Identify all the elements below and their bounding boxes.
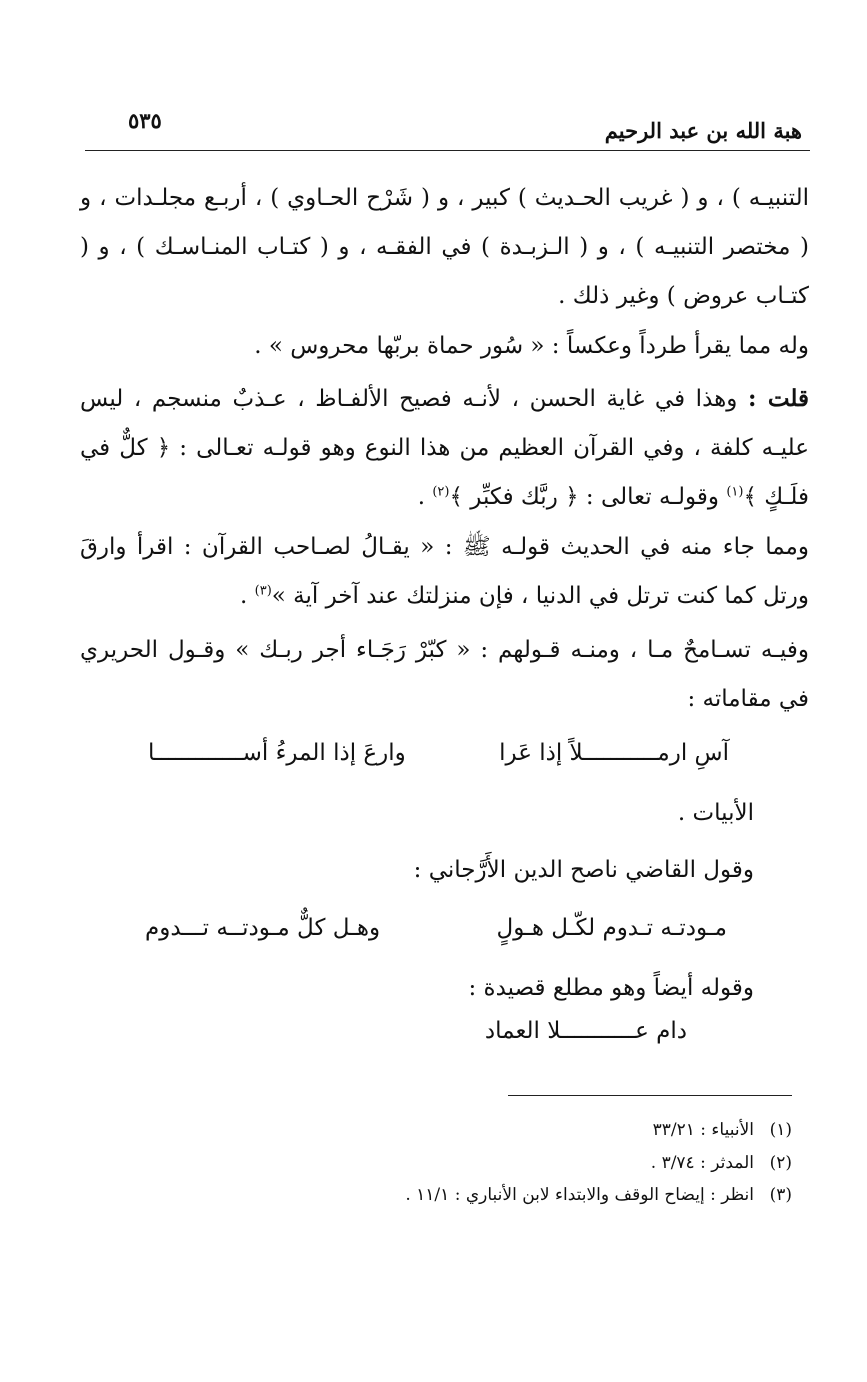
footnote-1-text: الأنبياء : ٣٣/٢١	[652, 1120, 754, 1140]
verse-2-first-hemistich: مـودتـه تـدوم لكّـل هـولٍ	[496, 915, 727, 941]
footnote-3-number: (٣)	[769, 1185, 792, 1205]
comment-end: .	[417, 484, 433, 510]
verse-3: دام عـــــــــــلا العماد	[484, 1018, 687, 1044]
footnote-3-text: انظر : إيضاح الوقف والابتداء لابن الأنباري : ١١/١ .	[405, 1185, 754, 1205]
footnote-2-text: المدثر : ٣/٧٤ .	[650, 1153, 754, 1173]
verse-1-first-hemistich: آسِ ارمـــــــــــلاً إذا عَرا	[499, 740, 729, 766]
verses-note: الأبيات .	[677, 800, 754, 826]
footnote-ref-1: (١)	[726, 484, 744, 500]
hadith-text: ومما جاء منه في الحديث قولـه ﷺ : « يقـالُ لصـاحب القرآن : اقرأ وارقَ ورتل كما كنت ترتل في الدنيا ، فإن منزلتك عند آخر آية »	[80, 534, 809, 609]
paragraph-hadith	[80, 523, 809, 621]
page-header	[85, 104, 810, 151]
qasida-intro: وقوله أيضاً وهو مطلع قصيدة :	[468, 975, 754, 1001]
comment-lead: قلت :	[748, 385, 810, 412]
page-number: ٥٣٥	[128, 108, 162, 133]
footnote-1-number: (١)	[769, 1120, 792, 1140]
paragraph-works: التنبيـه ) ، و ( غريب الحـديث ) كبير ، و ( شَرْح الحـاوي ) ، أربـع مجلـدات ، و ( مختصر التنبيـه ) ، و ( الـزبـدة ) في الفقـه ، و ( كتـاب المنـاسـك ) ، و ( كتـاب عروض ) وغير ذلك .	[80, 185, 809, 309]
footnote-divider	[508, 1095, 792, 1096]
footnote-2-number: (٢)	[769, 1153, 792, 1173]
footnote-3	[405, 1185, 792, 1205]
footnote-ref-2: (٢)	[432, 484, 450, 500]
verse-1-second-hemistich: وارعَ إذا المرءُ أســـــــــــــا	[148, 740, 406, 766]
hadith-end: .	[240, 583, 255, 609]
comment-text-2: وقولـه تعالى : ﴿ ربَّك فكبِّر ﴾	[449, 484, 727, 510]
arrajani-intro: وقول القاضي ناصح الدين الأَرَّجاني :	[413, 857, 754, 883]
footnote-1	[653, 1120, 792, 1140]
verse-2-second-hemistich: وهـل كلٌّ مـودتــه تـــدوم	[145, 915, 381, 941]
footnote-2	[651, 1153, 792, 1173]
paragraph-comment	[80, 374, 809, 522]
paragraph-palindrome: وله مما يقرأ طرداً وعكساً : « سُور حماة بربّها محروس » .	[254, 333, 809, 359]
comment-text: وهذا في غاية الحسن ، لأنـه فصيح الألفـاظ ، عـذبٌ منسجم ، ليس عليـه كلفة ، وفي القرآن العظيم من هذا النوع وهو قولـه تعـالى : ﴿ كلٌّ في فلَـكٍ ﴾	[80, 386, 809, 510]
running-title: هبة الله بن عبد الرحيم	[604, 118, 802, 143]
footnote-ref-3: (٣)	[254, 583, 272, 599]
paragraph-hariri: وفيـه تسـامحٌ مـا ، ومنـه قـولهم : « كبّرْ رَجَـاء أجر ربـك » وقـول الحريري في مقاماته :	[80, 637, 809, 712]
